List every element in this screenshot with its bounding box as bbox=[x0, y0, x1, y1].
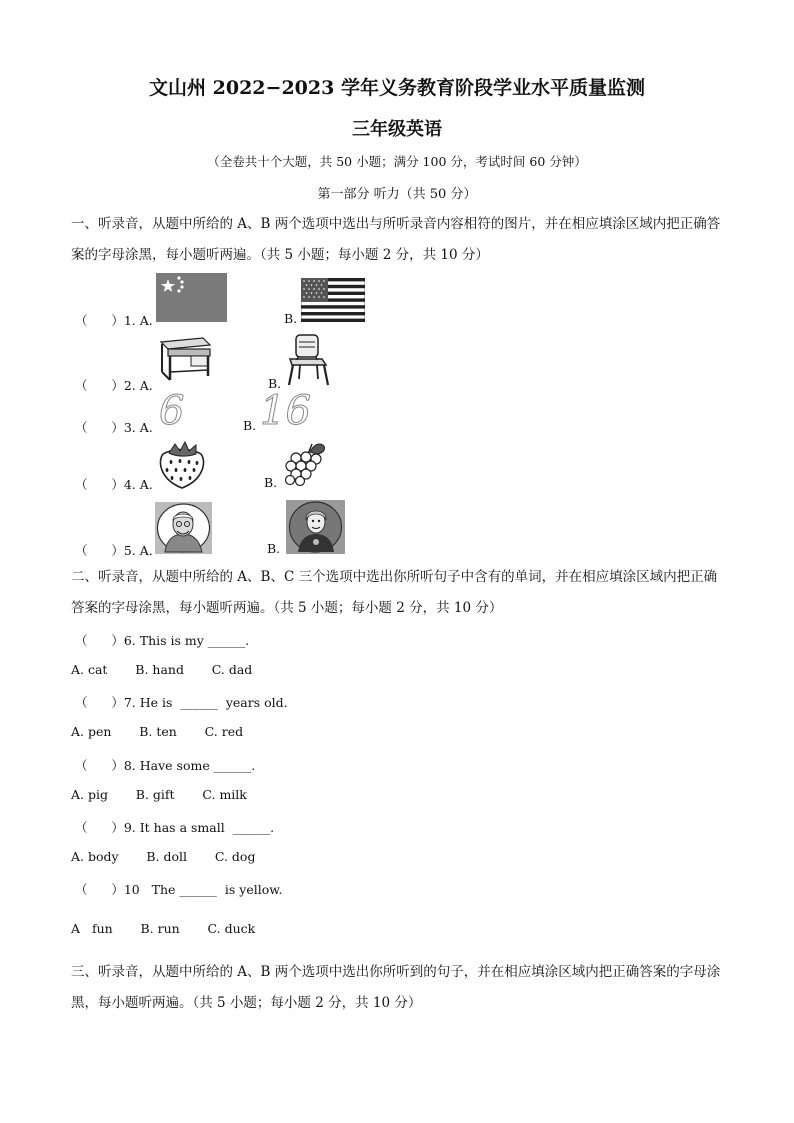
exam-note: （全卷共十个大题，共 50 小题；满分 100 分，考试时间 60 分钟） bbox=[207, 154, 587, 169]
china-flag-image bbox=[156, 273, 227, 322]
question-7-options: A. pen B. ten C. red bbox=[71, 724, 244, 739]
question-7-stem: （ ）7. He is ______ years old. bbox=[75, 695, 288, 710]
grandpa-image bbox=[155, 502, 212, 554]
question-4-prefix: （ ）4. A. bbox=[75, 477, 153, 492]
question-9-stem: （ ）9. It has a small ______. bbox=[75, 820, 275, 835]
usa-flag-image bbox=[301, 278, 365, 322]
question-4-option-b: B. bbox=[264, 475, 278, 490]
question-3-prefix: （ ）3. A. bbox=[75, 420, 153, 435]
section3-instruction: 三、听录音，从题中所给的 A、B 两个选项中选出你所听到的句子，并在相应填涂区域内把正确答案的字母涂黑，每小题听两遍。（共 5 小题；每小题 2 分，共 10 分） bbox=[71, 964, 721, 1011]
question-2-prefix: （ ）2. A. bbox=[75, 378, 153, 393]
question-3-option-b: B. bbox=[243, 418, 257, 433]
exam-title: 文山州 2022−2023 学年义务教育阶段学业水平质量监测 bbox=[149, 77, 645, 99]
part-heading: 第一部分 听力（共 50 分） bbox=[317, 187, 477, 202]
section1-instruction: 一、听录音，从题中所给的 A、B 两个选项中选出与所听录音内容相符的图片，并在相应填涂区域内把正确答案的字母涂黑，每小题听两遍。（共 5 小题；每小题 2 分，共 10 分） bbox=[71, 216, 721, 263]
question-10-stem: （ ）10 The ______ is yellow. bbox=[75, 882, 283, 897]
question-5-option-b: B. bbox=[267, 541, 281, 556]
question-1-option-b: B. bbox=[284, 311, 298, 326]
strawberry-image bbox=[155, 440, 210, 490]
question-8-options: A. pig B. gift C. milk bbox=[71, 787, 247, 802]
question-6-options: A. cat B. hand C. dad bbox=[71, 662, 253, 677]
question-5-prefix: （ ）5. A. bbox=[75, 543, 153, 558]
number-16-image: 16 bbox=[260, 388, 311, 434]
question-9-options: A. body B. doll C. dog bbox=[71, 849, 256, 864]
number-6-image: 6 bbox=[159, 388, 185, 434]
question-6-stem: （ ）6. This is my ______. bbox=[75, 633, 250, 648]
question-10-options: A fun B. run C. duck bbox=[71, 921, 256, 936]
grapes-image bbox=[280, 440, 330, 486]
exam-subtitle: 三年级英语 bbox=[352, 119, 442, 140]
question-2-option-b: B. bbox=[268, 376, 282, 391]
question-8-stem: （ ）8. Have some ______. bbox=[75, 758, 256, 773]
desk-image bbox=[157, 336, 212, 384]
section2-instruction: 二、听录音，从题中所给的 A、B、C 三个选项中选出你所听句子中含有的单词，并在相应填涂区域内把正确答案的字母涂黑，每小题听两遍。（共 5 小题；每小题 2 分，共 10 分） bbox=[71, 569, 718, 616]
grandma-image bbox=[286, 500, 345, 554]
question-1-prefix: （ ）1. A. bbox=[75, 313, 153, 328]
chair-image bbox=[284, 333, 332, 387]
